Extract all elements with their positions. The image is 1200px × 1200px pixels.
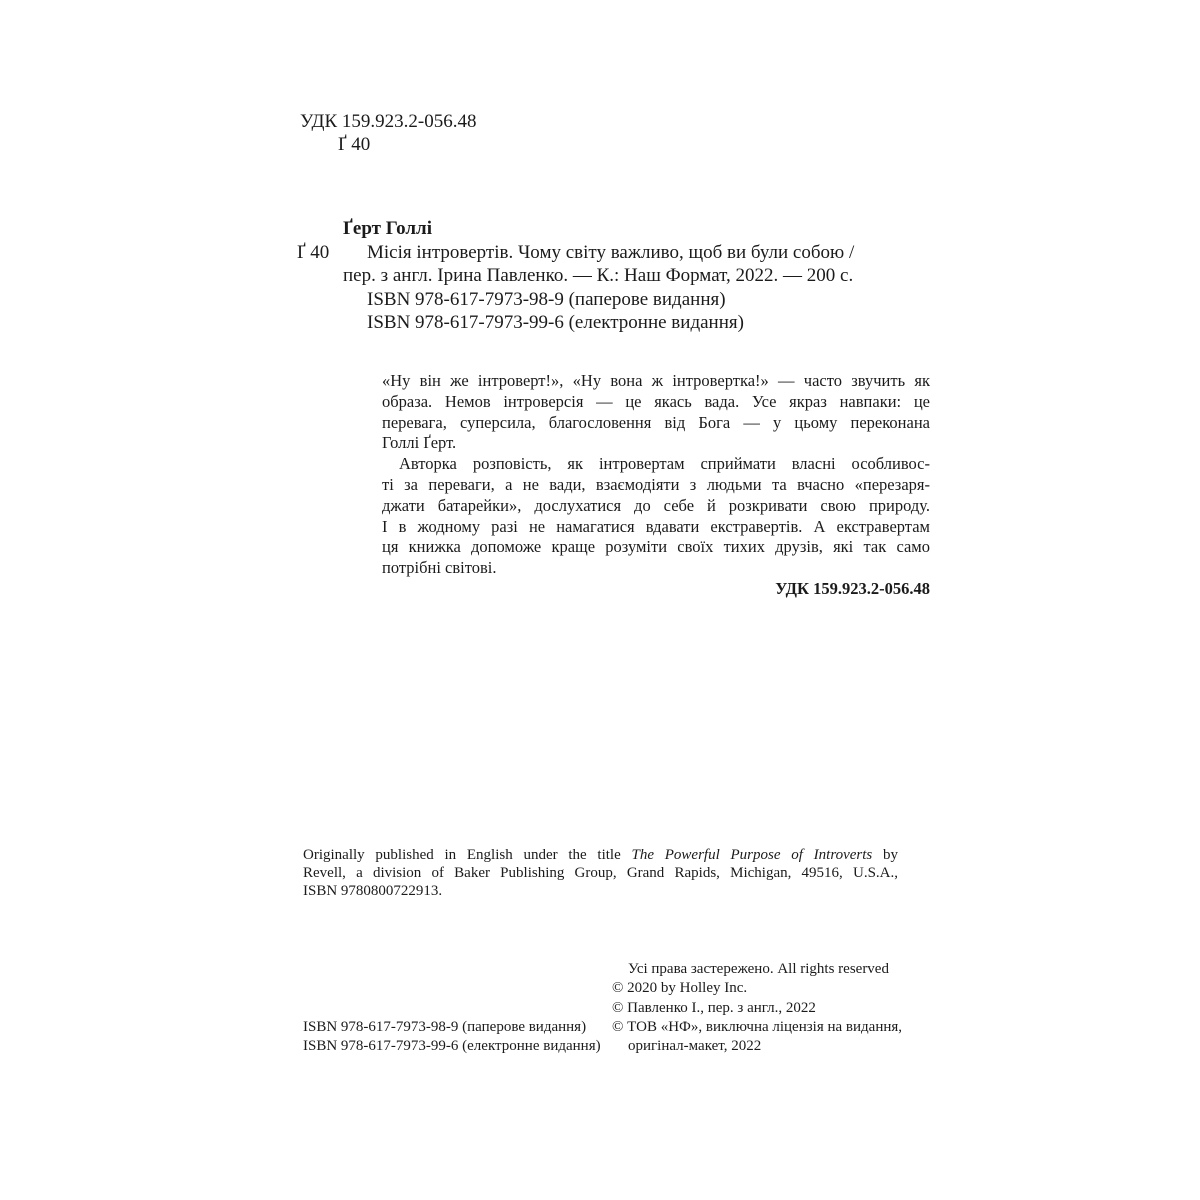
- udc-header-block: [300, 110, 477, 156]
- annotation-line: Авторка розповість, як інтровертам сприймати власні особливос-: [399, 454, 930, 474]
- isbn-ebook: ISBN 978-617-7973-99-6 (електронне видання): [303, 1038, 601, 1055]
- catalog-author: Ґерт Голлі: [343, 218, 432, 239]
- author-sign-code: Ґ 40: [338, 134, 371, 155]
- rights-reserved-line: Усі права застережено. All rights reserved: [628, 961, 889, 977]
- original-edition-line: Revell, a division of Baker Publishing Group, Grand Rapids, Michigan, 49516, U.S.A.,: [303, 864, 898, 881]
- annotation-line: джати батарейки», дослухатися до себе й розкривати свою природу.: [382, 495, 930, 515]
- annotation-line: Голлі Ґерт.: [382, 433, 457, 453]
- catalog-entry: [297, 241, 912, 335]
- annotation-line: перевага, суперсила, благословення від Бога — у цьому переконана: [382, 412, 930, 432]
- isbn-paper: ISBN 978-617-7973-98-9 (паперове видання): [303, 1019, 587, 1035]
- annotation-line: образа. Немов інтроверсія — це якась вада. Усе якраз навпаки: це: [382, 391, 930, 411]
- original-edition-block: [303, 847, 898, 900]
- original-edition-line: [303, 847, 898, 865]
- catalog-title-line: пер. з англ. Ірина Павленко. — К.: Наш Формат, 2022. — 200 с.: [343, 265, 854, 286]
- copyright-line: © 2020 by Holley Inc.: [612, 980, 748, 997]
- annotation-line: І в жодному разі не намагатися вдавати екстравертів. А екстравертам: [382, 516, 930, 536]
- catalog-isbn-ebook: ISBN 978-617-7973-99-6 (електронне видання): [367, 312, 744, 333]
- catalog-title-line: Місія інтровертів. Чому світу важливо, щоб ви були собою /: [367, 241, 855, 263]
- udc-number-bottom: УДК 159.923.2-056.48: [775, 578, 930, 598]
- annotation-line: потрібні світові.: [382, 558, 497, 578]
- cataloging-block: [297, 217, 912, 335]
- annotation-block: [382, 371, 930, 600]
- original-edition-isbn: ISBN 9780800722913.: [303, 882, 443, 899]
- catalog-code: Ґ 40: [297, 241, 330, 263]
- original-edition-text: Originally published in English under the title: [303, 847, 632, 863]
- isbn-footer-block: [303, 1018, 601, 1057]
- annotation-line: «Ну він же інтроверт!», «Ну вона ж інтровертка!» — часто звучить як: [382, 371, 930, 390]
- catalog-isbn-paper: ISBN 978-617-7973-98-9 (паперове видання): [367, 288, 726, 310]
- copyright-line: оригінал-макет, 2022: [628, 1038, 762, 1055]
- annotation-line: ця книжка допоможе краще розуміти своїх тихих друзів, які так само: [382, 537, 930, 557]
- original-edition-text: by: [872, 847, 899, 863]
- copyright-line: © Павленко І., пер. з англ., 2022: [612, 999, 816, 1016]
- original-title: The Powerful Purpose of Introverts: [631, 847, 873, 863]
- copyright-block: [612, 960, 922, 1056]
- udc-number: УДК 159.923.2-056.48: [300, 111, 477, 132]
- annotation-line: ті за переваги, а не вади, взаємодіяти з людьми та вчасно «перезаря-: [382, 474, 930, 494]
- copyright-line: © ТОВ «НФ», виключна ліцензія на видання,: [612, 1018, 903, 1035]
